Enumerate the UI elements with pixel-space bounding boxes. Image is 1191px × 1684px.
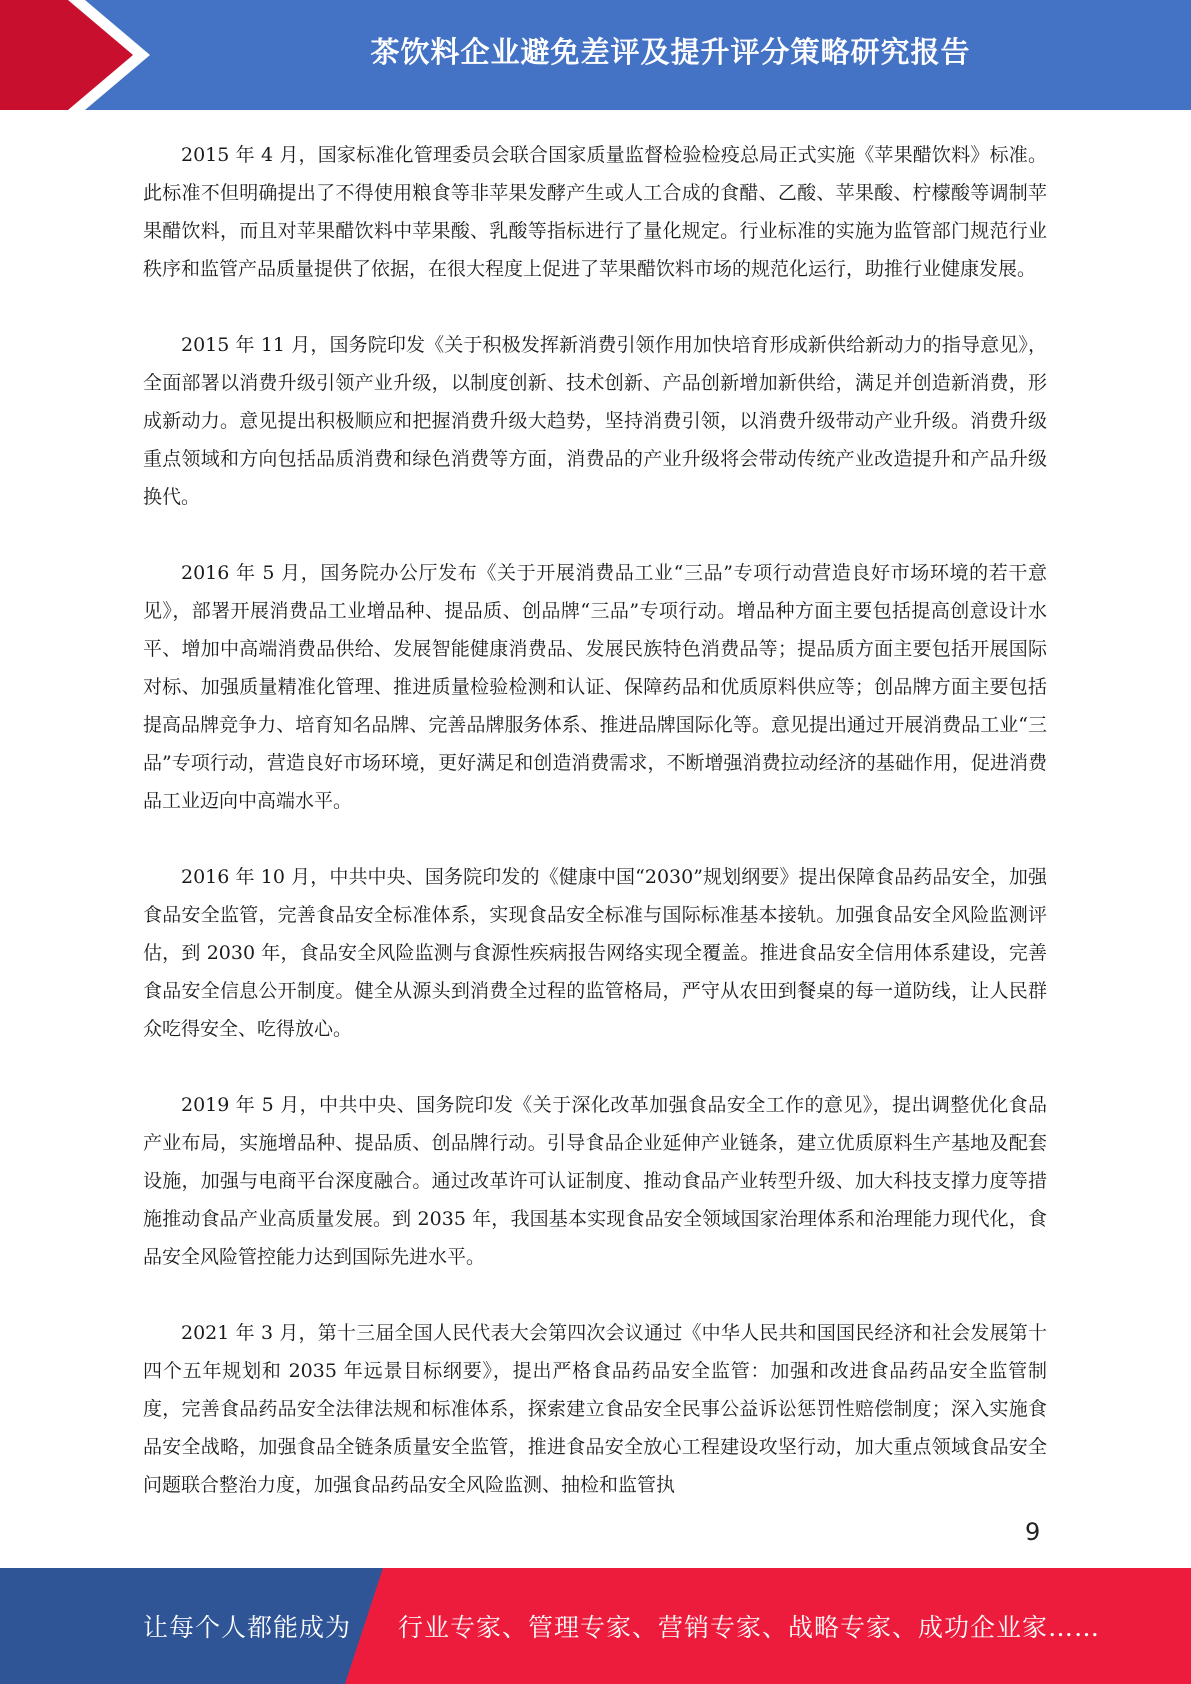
paragraph-2015-nov: 2015 年 11 月，国务院印发《关于积极发挥新消费引领作用加快培育形成新供给新动力的指导意见》，全面部署以消费升级引领产业升级，以制度创新、技术创新、产品创新增加新供给，满足并创造新消费，形成新动力。意见提出积极顺应和把握消费升级大趋势，坚持消费引领，以消费升级带动产业升级。消费升级重点领域和方向包括品质消费和绿色消费等方面，消费品的产业升级将会带动传统产业改造提升和产品升级换代。 [143, 334, 1047, 508]
page-header [0, 0, 1191, 110]
document-title: 茶饮料企业避免差评及提升评分策略研究报告 [370, 34, 971, 69]
footer-slogan-left: 让每个人都能成为 [143, 1613, 352, 1642]
document-body [143, 136, 1047, 1542]
page-number: 9 [1025, 1518, 1041, 1546]
header-chevron-icon [0, 0, 160, 110]
paragraph-2016-oct: 2016 年 10 月，中共中央、国务院印发的《健康中国“2030”规划纲要》提出保障食品药品安全，加强食品安全监管，完善食品安全标准体系，实现食品安全标准与国际标准基本接轨。加强食品安全风险监测评估，到 2030 年，食品安全风险监测与食源性疾病报告网络实现全覆盖。推进食品安全信用体系建设，完善食品安全信息公开制度。健全从源头到消费全过程的监管格局，严守从农田到餐桌的每一道防线，让人民群众吃得安全、吃得放心。 [143, 866, 1047, 1040]
paragraph-2015-apr: 2015 年 4 月，国家标准化管理委员会联合国家质量监督检验检疫总局正式实施《苹果醋饮料》标准。此标准不但明确提出了不得使用粮食等非苹果发酵产生或人工合成的食醋、乙酸、苹果酸、柠檬酸等调制苹果醋饮料，而且对苹果醋饮料中苹果酸、乳酸等指标进行了量化规定。行业标准的实施为监管部门规范行业秩序和监管产品质量提供了依据，在很大程度上促进了苹果醋饮料市场的规范化运行，助推行业健康发展。 [143, 144, 1047, 280]
paragraph-2019-may: 2019 年 5 月，中共中央、国务院印发《关于深化改革加强食品安全工作的意见》，提出调整优化食品产业布局，实施增品种、提品质、创品牌行动。引导食品企业延伸产业链条，建立优质原料生产基地及配套设施，加强与电商平台深度融合。通过改革许可认证制度、推动食品产业转型升级、加大科技支撑力度等措施推动食品产业高质量发展。到 2035 年，我国基本实现食品安全领域国家治理体系和治理能力现代化，食品安全风险管控能力达到国际先进水平。 [143, 1094, 1047, 1268]
page-footer [0, 1568, 1191, 1684]
paragraph-2021-mar: 2021 年 3 月，第十三届全国人民代表大会第四次会议通过《中华人民共和国国民经济和社会发展第十四个五年规划和 2035 年远景目标纲要》，提出严格食品药品安全监管：加强和改进食品药品安全监管制度，完善食品药品安全法律法规和标准体系，探索建立食品安全民事公益诉讼惩罚性赔偿制度；深入实施食品安全战略，加强食品全链条质量安全监管，推进食品安全放心工程建设攻坚行动，加大重点领域食品安全问题联合整治力度，加强食品药品安全风险监测、抽检和监管执 [143, 1322, 1047, 1496]
footer-slogan-right: 行业专家、管理专家、营销专家、战略专家、成功企业家…… [398, 1613, 1101, 1642]
paragraph-2016-may: 2016 年 5 月，国务院办公厅发布《关于开展消费品工业“三品”专项行动营造良好市场环境的若干意见》，部署开展消费品工业增品种、提品质、创品牌“三品”专项行动。增品种方面主要包括提高创意设计水平、增加中高端消费品供给、发展智能健康消费品、发展民族特色消费品等；提品质方面主要包括开展国际对标、加强质量精准化管理、推进质量检验检测和认证、保障药品和优质原料供应等；创品牌方面主要包括提高品牌竞争力、培育知名品牌、完善品牌服务体系、推进品牌国际化等。意见提出通过开展消费品工业“三品”专项行动，营造良好市场环境，更好满足和创造消费需求，不断增强消费拉动经济的基础作用，促进消费品工业迈向中高端水平。 [143, 562, 1047, 812]
